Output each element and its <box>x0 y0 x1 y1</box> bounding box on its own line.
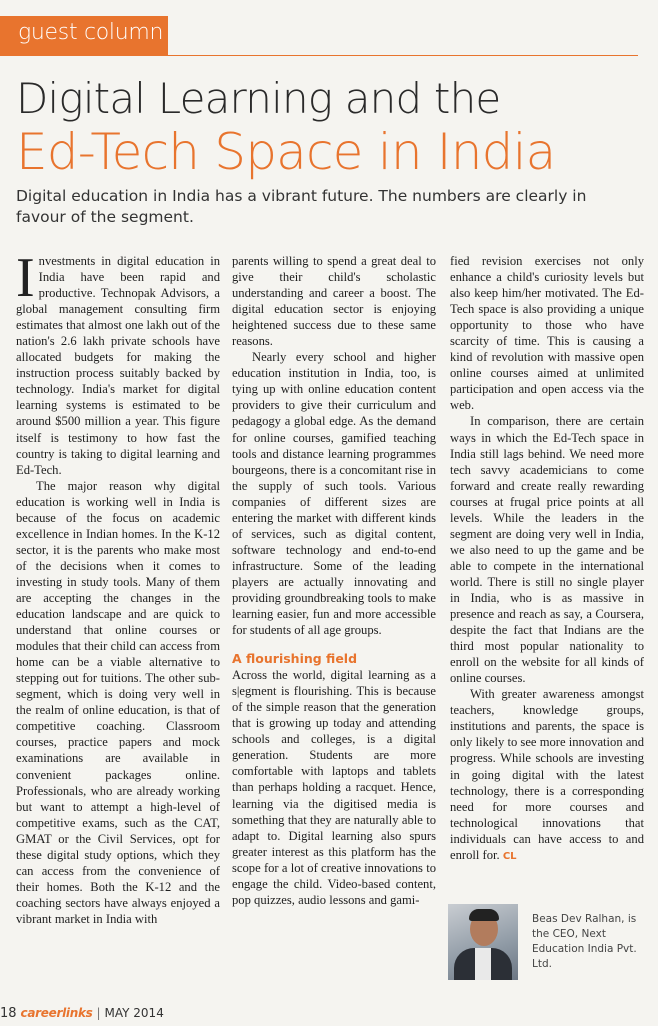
subheading: A flourishing field <box>232 651 358 667</box>
paragraph: Nearly every school and higher education institution in India, too, is tying up with online education content providers to give their curriculum and pedagogy a global edge. As the demand for online courses, gamified teaching tools and distance learning programmes bourgeons, there is a concomitant rise in the supply of such tools. Various companies of different sizes are entering the market with different kinds of services, such as digital content, software technology and end-to-end infrastructure. Some of the leading players are actually innovating and providing groundbreaking tools to make learning easier, fun and more accessible for students of all age groups. <box>232 350 436 638</box>
column-3 <box>450 253 644 865</box>
headline-line-2: Ed-Tech Space in India <box>16 123 556 181</box>
issue-date: MAY 2014 <box>104 1006 164 1020</box>
column-2 <box>232 253 436 908</box>
section-label: guest column <box>0 16 168 56</box>
column-1 <box>16 247 220 927</box>
magazine-brand: careerlinks <box>20 1006 93 1020</box>
page-footer <box>0 1000 658 1026</box>
section-rule <box>168 55 638 56</box>
headline-line-1: Digital Learning and the <box>16 74 501 123</box>
paragraph: parents willing to spend a great deal to give their child's scholastic understanding and career a boost. The digital education sector is enjoying heightened success due to these same reasons. <box>232 254 436 349</box>
paragraph-text: nvestments in digital education in India have been rapid and productive. Technopak Advisors, a global management consulting firm estimates that almost one lakh out of the nation's 2.6 lakh private schools have allocated budgets for making the instruction process suitably backed by technology. India's market for digital learning systems is estimated to be around $500 million a year. This figure itself is testimony to how fast the country is taking to digital learning and Ed-Tech. <box>16 254 220 477</box>
paragraph: In comparison, there are certain ways in which the Ed-Tech space in India still lags behind. We need more tech savvy academicians to come forward and create really rewarding courses at frugal price points at all levels. While the leaders in the segment are doing very well in India, we also need to up the game and be able to compete in the international world. There is still no single player in India, who is as massive in presence and reach as say, a Coursera, despite the fact that Indians are the third most popular nationality to enroll on the website for all kinds of online courses. <box>450 414 644 686</box>
author-photo <box>448 904 518 980</box>
drop-cap: I <box>16 247 35 309</box>
paragraph: The major reason why digital education is working well in India is because of the focus on academic excellence in Indian homes. In the K-12 sector, it is the parents who make most of the decisions when it comes to investing in study tools. Many of them are accepting the changes in the education landscape and are quick to understand that online courses or modules that their child can access from home can be a viable alternative to stepping out for tuitions. The other sub-segment, which is doing very well in the realm of online education, is that of competitive coaching. Classroom courses, practice papers and mock examinations are available in convenient packages online. Professionals, who are already working but want to attempt a high-level of competitive exams, such as the CAT, GMAT or the Civil Services, opt for these digital study options, which they can access from the convenience of their homes. Both the K-12 and the coaching sectors have always enjoyed a vibrant market in India with <box>16 478 220 926</box>
author-box <box>448 904 644 984</box>
paragraph <box>16 247 220 478</box>
paragraph-text: With greater awareness amongst teachers, knowledge groups, institutions and parents, the space is only likely to see more innovation and progress. While schools are investing in going digital with the latest technology, there is a corresponding need for more courses and technological innovations that individuals can have access to and enroll for. <box>450 687 644 862</box>
author-bio: Beas Dev Ralhan, is the CEO, Next Education India Pvt. Ltd. <box>532 913 637 970</box>
page-number: 18 <box>0 1005 17 1021</box>
standfirst: Digital education in India has a vibrant future. The numbers are clearly in favour of the segment. <box>16 187 587 226</box>
end-mark: CL <box>502 850 517 862</box>
footer-separator: | <box>96 1006 101 1020</box>
paragraph: Across the world, digital learning as a s|egment is flourishing. This is because of the simple reason that the generation that is growing up today and attending schools and colleges, is a digital generation. Students are more comfortable with laptops and tablets than perhaps holding a racquet. Hence, learning via the digitised media is something that they are naturally able to adapt to. Digital learning also spurs greater interest as this platform has the scope for a lot of creative innovations to engage the child. Video-based content, pop quizzes, audio lessons and gami- <box>232 668 436 907</box>
paragraph: fied revision exercises not only enhance a child's curiosity levels but also keep him/her motivated. The Ed-Tech space is also providing a unique opportunity to those who have scarcity of time. This is causing a kind of revolution with massive open online courses aimed at unlimited participation and open access via the web. <box>450 254 644 413</box>
paragraph <box>450 686 644 865</box>
